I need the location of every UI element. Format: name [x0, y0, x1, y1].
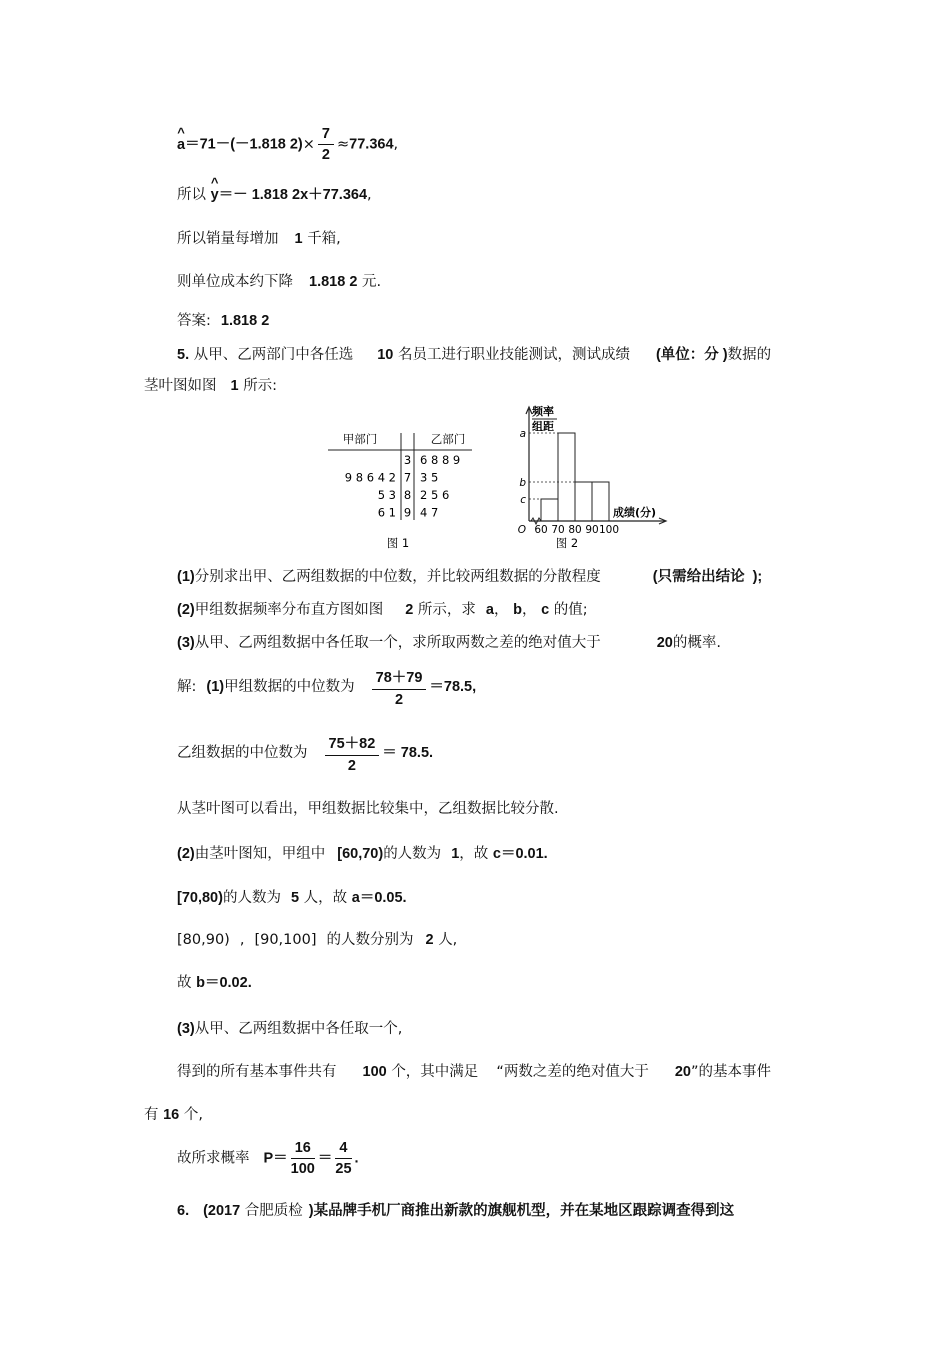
solution-median-b: 乙组数据的中位数为 $\frac{75+82}{2}$ ＝ 78.5.	[177, 732, 433, 774]
left-dept-heading: 甲部门	[342, 432, 378, 446]
cost-decrease-line: 则单位成本约下降 1.818 2 元.	[177, 274, 382, 290]
solution-events-line-1: 得到的所有基本事件共有 100 个，其中满足 “两数之差的绝对值大于 20”的基本事件	[177, 1064, 771, 1080]
solution-events-line-2: 有 16 个,	[144, 1107, 203, 1123]
solution-spread: 从茎叶图可以看出，甲组数据比较集中，乙组数据比较分散.	[177, 801, 559, 817]
question-6-line: 6. (2017 合肥质检 )某品牌手机厂商推出新款的旗舰机型，并在某地区跟踪调查得到这	[177, 1203, 735, 1219]
x-tick-80: 80	[568, 524, 582, 536]
subquestion-2: (2)甲组数据频率分布直方图如图 2 所示，求 a， b， c 的值;	[177, 602, 588, 618]
histogram-bar-[70,80)	[558, 433, 575, 521]
sales-increase-line: 所以销量每增加 1 千箱,	[177, 231, 341, 247]
stem-leaf-figure	[320, 425, 480, 555]
fraction-7-2: $\frac{7}{2}$	[318, 126, 334, 163]
x-tick-100: 100	[598, 524, 620, 536]
solution-part-2: (2)由茎叶图知，甲组中 [60,70)的人数为 1，故 c＝0.01.	[177, 846, 548, 862]
x-tick-70: 70	[551, 524, 565, 536]
solution-median-a: 解: (1)甲组数据的中位数为 $\frac{78+79}{2}$ ＝78.5,	[177, 666, 476, 708]
right-dept-heading: 乙部门	[430, 432, 466, 446]
figure-2-caption: 图 2	[555, 536, 579, 550]
solution-b-value: 故 b＝0.02.	[177, 975, 252, 991]
y-label-top: 频率	[532, 405, 554, 418]
histogram-bar-[80,90)	[575, 482, 592, 521]
y-hat-symbol: ^ y	[211, 187, 219, 203]
subquestion-3: (3)从甲、乙两组数据中各任取一个，求所取两数之差的绝对值大于 20的概率.	[177, 635, 721, 651]
leaf-right-7: 3 5	[420, 470, 439, 485]
regression-intercept-line: ^ a＝71－(－1.818 2)× $\frac{7}{2}$ ≈77.364,	[177, 126, 398, 163]
regression-equation-line: 所以 ^ y＝－ 1.818 2x＋77.364,	[177, 183, 372, 204]
stem-8: 8	[403, 488, 412, 502]
leaf-left-8: 5 3	[377, 488, 396, 502]
figure-1-caption: 图 1	[386, 536, 410, 550]
y-tick-a: a	[519, 428, 526, 440]
fraction-75-82: $\frac{75+82}{2}$	[325, 732, 380, 774]
x-tick-90: 90	[585, 524, 599, 536]
answer-line: 答案: 1.818 2	[177, 313, 270, 329]
stem-3: 3	[403, 453, 412, 467]
fraction-16-100: $\frac{16}{100}$	[290, 1140, 315, 1177]
leaf-left-7: 9 8 6 4 2	[344, 470, 396, 485]
fraction-78-79: $\frac{78+79}{2}$	[372, 666, 427, 708]
y-label-bottom: 组距	[532, 420, 554, 433]
leaf-right-9: 4 7	[420, 505, 439, 520]
question-5-line-2: 茎叶图如图 1 所示:	[144, 378, 278, 394]
histogram-bar-[90,100]	[592, 482, 609, 521]
y-tick-c: c	[520, 494, 526, 506]
solution-part-3: (3)从甲、乙两组数据中各任取一个,	[177, 1021, 403, 1037]
histogram-bar-[60,70)	[541, 499, 558, 521]
fraction-4-25: $\frac{4}{25}$	[335, 1140, 352, 1177]
solution-a-value: [70,80)的人数为 5 人，故 a＝0.05.	[177, 890, 407, 906]
stem-9: 9	[403, 505, 412, 520]
x-axis-label: 成绩(分)	[613, 506, 657, 519]
a-hat-symbol: ^ a	[177, 137, 185, 153]
leaf-left-9: 6 1	[377, 505, 396, 520]
subquestion-1: (1)分别求出甲、乙两组数据的中位数，并比较两组数据的分散程度 (只需给出结论 );	[177, 569, 763, 585]
solution-b-count: [80,90) , [90,100] 的人数分别为 2 人,	[177, 932, 458, 948]
origin-label: O	[517, 524, 526, 536]
stem-7: 7	[403, 470, 412, 485]
solution-probability: 故所求概率 P＝ $\frac{16}{100}$ ＝ $\frac{4}{25}$ .	[177, 1140, 359, 1177]
x-tick-60: 60	[534, 524, 548, 536]
leaf-right-3: 6 8 8 9	[420, 453, 461, 467]
leaf-right-8: 2 5 6	[420, 488, 450, 502]
histogram-figure	[505, 403, 675, 553]
question-5-line-1: 5. 从甲、乙两部门中各任选 10 名员工进行职业技能测试，测试成绩 (单位：分 )数据的	[177, 347, 772, 363]
y-tick-b: b	[519, 477, 526, 489]
